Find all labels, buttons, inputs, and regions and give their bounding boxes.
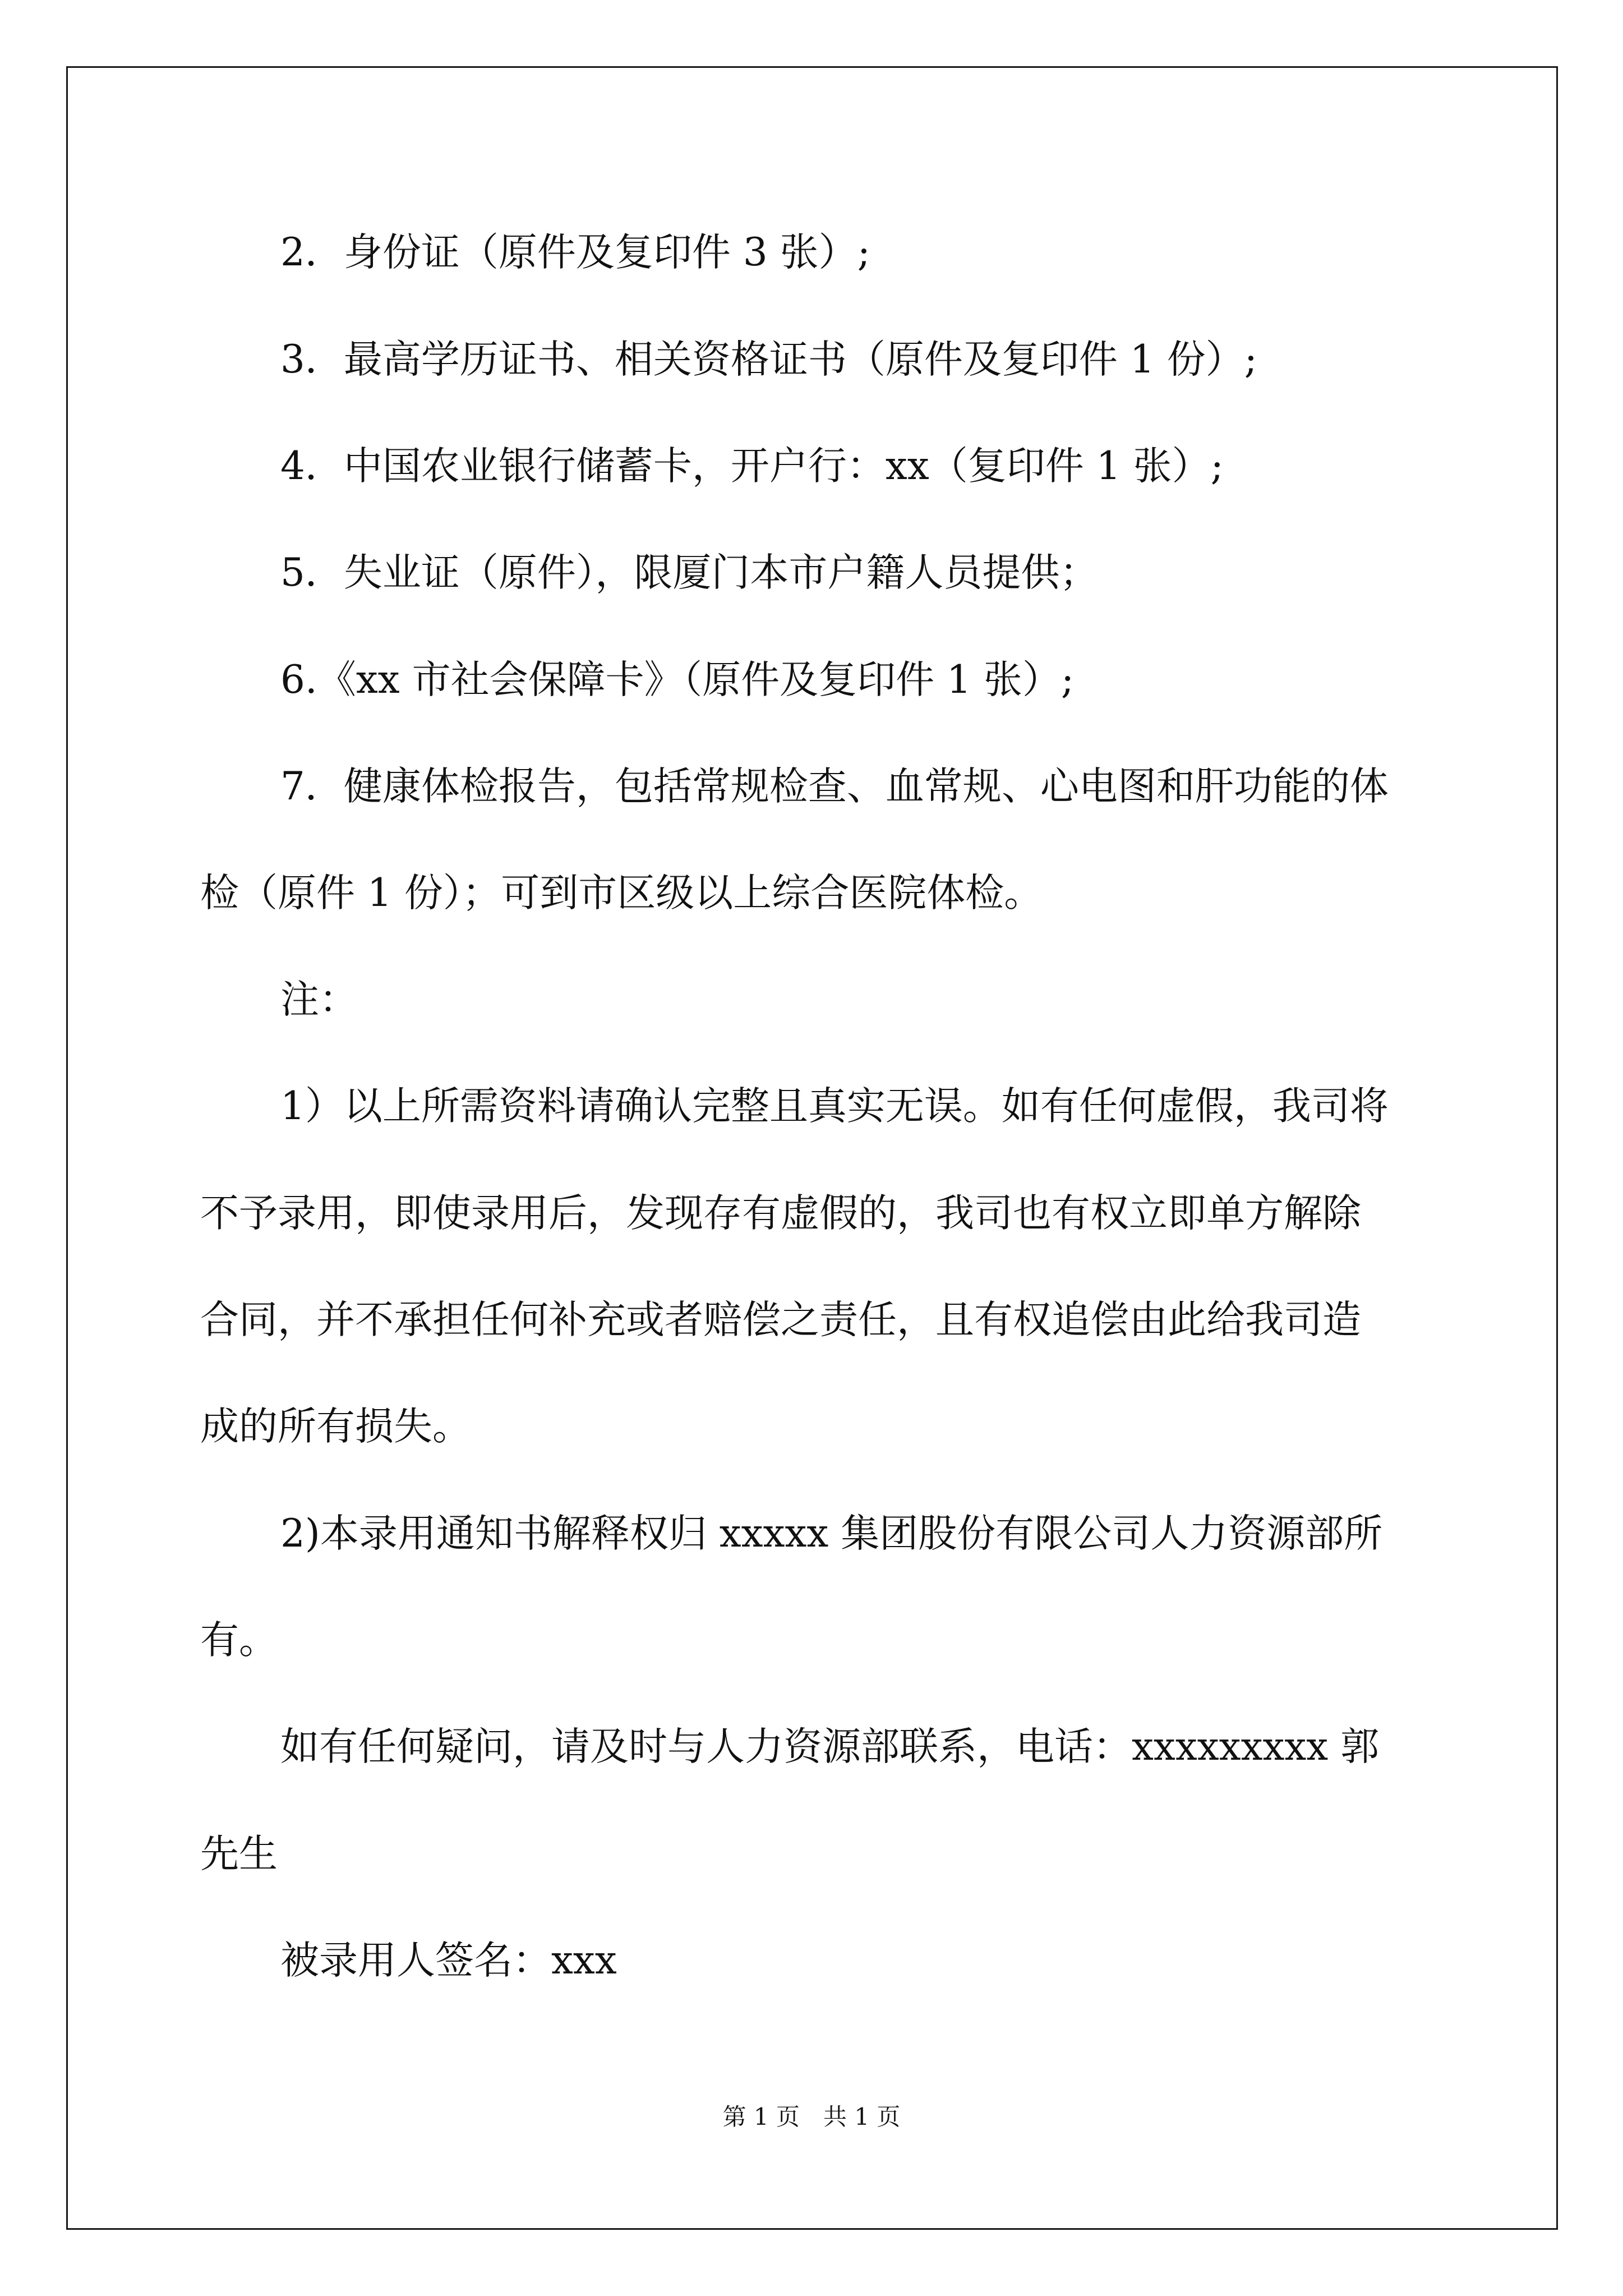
item-unemployment-cert: 5．失业证（原件），限厦门本市户籍人员提供；	[280, 550, 1099, 595]
item-health-check-line2: 检（原件 1 份）；可到市区级以上综合医院体检。	[200, 871, 1043, 915]
page-footer: 第 1 页 共 1 页	[722, 2103, 901, 2131]
note1-line4: 成的所有损失。	[200, 1404, 471, 1449]
contact-line1: 如有任何疑问，请及时与人力资源部联系，电话：xxxxxxxxx 郭	[280, 1724, 1380, 1769]
item-social-security-card: 6.《xx 市社会保障卡》（原件及复印件 1 张）;	[280, 657, 1075, 702]
note-label: 注：	[280, 977, 358, 1022]
item-health-check-line1: 7．健康体检报告，包括常规检查、血常规、心电图和肝功能的体	[280, 764, 1389, 809]
note1-line1: 1）以上所需资料请确认完整且真实无误。如有任何虚假，我司将	[280, 1084, 1389, 1129]
page-border	[66, 66, 1558, 2230]
note2-line1: 2)本录用通知书解释权归 xxxxx 集团股份有限公司人力资源部所	[280, 1511, 1383, 1556]
note2-line2: 有。	[200, 1618, 278, 1663]
item-id-card: 2．身份证（原件及复印件 3 张）;	[280, 230, 870, 275]
contact-line2: 先生	[200, 1832, 278, 1876]
item-bank-card: 4．中国农业银行储蓄卡，开户行：xx（复印件 1 张）;	[280, 444, 1224, 489]
note1-line2: 不予录用，即使录用后，发现存有虚假的，我司也有权立即单方解除	[200, 1191, 1361, 1236]
note1-line3: 合同，并不承担任何补充或者赔偿之责任，且有权追偿由此给我司造	[200, 1297, 1361, 1342]
item-certificates: 3．最高学历证书、相关资格证书（原件及复印件 1 份）;	[280, 337, 1257, 382]
signature-line: 被录用人签名：xxx	[280, 1938, 617, 1983]
